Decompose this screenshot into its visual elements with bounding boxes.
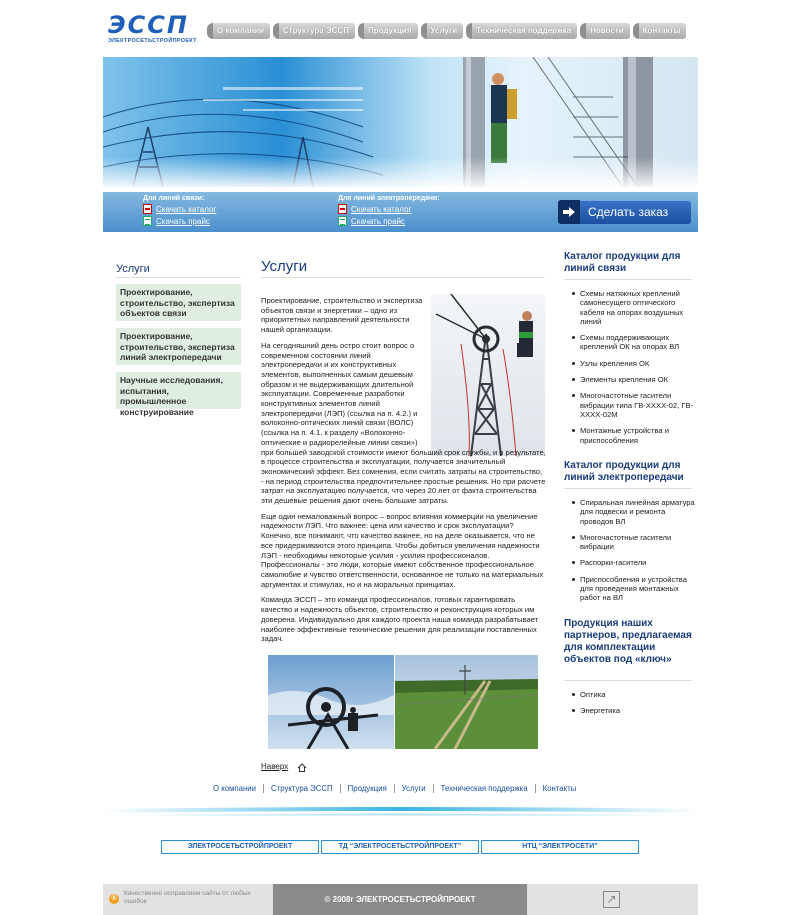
divider (564, 488, 692, 489)
article-paragraph: Проектирование, строительство и экспертиза объектов связи и энергетики – одно из приоритетных направлений деятельности нашей организации. (261, 296, 423, 335)
arrow-right-icon (558, 200, 580, 224)
footer-link-support[interactable]: Техническая поддержка (433, 784, 535, 793)
back-to-top-link[interactable]: Наверх (261, 762, 289, 771)
logo-subtitle: ЭЛЕКТРОСЕТЬСТРОЙПРОЕКТ (108, 38, 197, 44)
footer-navigation (210, 784, 583, 793)
footer-link-contacts[interactable]: Контакты (535, 784, 584, 793)
nav-tab-support[interactable]: Техническая поддержка (466, 23, 577, 39)
footer-link-about[interactable]: О компании (213, 784, 257, 793)
list-item[interactable]: Оптика (580, 690, 695, 699)
article-paragraph: Еще один немаловажный вопрос – вопрос влияния коммерции на увеличение надежности ЛЭП. Что важнее: цена или качество и срок эксплуатации? Конечно, все понимают, что качество важнее, но на деле оказывается, что не все придерживаются этого принципа. Чтобы добиться увеличения надежности ЛЭП - необходимы некоторые усилия - усилия профессионалов. Профессионалы - это люди, которые имеют собственное профессиональное самолюбие и чувство ответственности, основанное не только на материальных аргументах и стимулах, но и на моральных принципах. (261, 511, 544, 589)
footer-link-structure[interactable]: Структура ЭССП (263, 784, 340, 793)
list-item[interactable]: Энергетика (580, 706, 695, 715)
footer-link-products[interactable]: Продукция (340, 784, 394, 793)
nav-tab-contacts[interactable]: Контакты (633, 23, 687, 39)
spreadsheet-icon (338, 216, 347, 226)
logo-mark: ЭССП (108, 11, 189, 39)
home-icon[interactable] (297, 763, 307, 772)
footer-link-services[interactable]: Услуги (394, 784, 433, 793)
sidebar-title: Услуги (116, 263, 150, 275)
download-comm-catalog-link[interactable]: Скачать каталог (156, 204, 217, 214)
photo-strip (268, 655, 538, 749)
list-item[interactable]: Спиральная линейная арматура для подвески и ремонта проводов ВЛ (580, 498, 695, 526)
developer-logo-icon: ® (109, 894, 119, 904)
list-item[interactable]: Распорки-гасители (580, 558, 695, 567)
list-item[interactable]: Схемы поддерживающих креплений ОК на опорах ВЛ (580, 333, 695, 352)
catalog-power-list (580, 498, 695, 610)
article-paragraph: Команда ЭССП – это команда профессионалов, готовых гарантировать качество и надежность объектов, строительство и реконструкция которых им доверена. Индивидуально для каждого проекта наша команда разрабатывает наиболее эффективные технические решения для реализации поставленных задач. (261, 595, 539, 644)
catalog-comm-list (580, 289, 695, 452)
header-banner-image (103, 57, 698, 187)
installation-photo (268, 655, 394, 749)
partner-link-essp[interactable]: ЭЛЕКТРОСЕТЬСТРОЙПРОЕКТ (161, 840, 319, 854)
list-item[interactable]: Многочастотные гасители вибрации (580, 533, 695, 552)
downloads-power (338, 195, 440, 226)
developer-credit[interactable] (103, 884, 273, 915)
downloads-power-heading: Для линий электропередачи: (338, 195, 440, 202)
list-item[interactable]: Монтажные устройства и приспособления (580, 426, 695, 445)
list-item[interactable]: Многочастотные гасители вибрации типа ГВ-XXXX-02, ГВ-XXXX-02М (580, 391, 694, 419)
external-link-icon[interactable]: ↗ (603, 891, 620, 908)
downloads-comm (143, 195, 216, 226)
list-item[interactable]: Элементы крепления ОК (580, 375, 695, 384)
partner-link-ntc[interactable]: НТЦ “ЭЛЕКТРОСЕТИ” (481, 840, 639, 854)
company-logo[interactable] (108, 11, 200, 46)
divider (564, 680, 692, 681)
nav-tab-about[interactable]: О компании (207, 23, 270, 39)
list-item[interactable]: Узлы крепления ОК (580, 359, 695, 368)
decorative-wave (103, 803, 698, 823)
partner-link-td-essp[interactable]: ТД “ЭЛЕКТРОСЕТЬСТРОЙПРОЕКТ” (321, 840, 479, 854)
partners-title[interactable]: Продукция наших партнеров, предлагаемая для комплектации объектов под «ключ» (564, 618, 692, 665)
pdf-icon (143, 204, 152, 214)
landscape-photo (395, 655, 538, 749)
sidebar-item-power-services[interactable]: Проектирование, строительство, экспертиза линий электропередачи (116, 328, 241, 365)
main-article (261, 296, 546, 650)
nav-tab-products[interactable]: Продукция (358, 23, 418, 39)
nav-tab-structure[interactable]: Структура ЭССП (273, 23, 355, 39)
download-comm-price-link[interactable]: Скачать прайс (156, 216, 210, 226)
article-paragraph: На сегодняшний день остро стоит вопрос о современном состоянии линий электропередачи и их конструктивных элементов, выполненных самым дешевым образом и не выдерживающих длительной эксплуатации. Современные разработки конструктивных элементов линий электропередачи (ЛЭП) (ссылка на п. 4.2.) и волоконно-оптических линий связи (ВОЛС) (ссылка на п. 4.1. к разделу «Волоконно-оптические и радиорелейные линии связи») при большей заводской стоимости имеют больший срок службы, и в результате, в процессе строительства и эксплуатации, получается значительный экономический эффект. Без сомнения, если считать затраты на строительство, - на период строительства предпочтительнее простые решения. Но при расчете затрат на эксплуатацию получается, что через 20 лет от факта строительства эти дешевые решения дают очень большие затраты. (261, 340, 546, 506)
page-title: Услуги (261, 258, 308, 275)
list-item[interactable]: Приспособления и устройства для проведения монтажных работ на ВЛ (580, 575, 695, 603)
developer-credit-text: Качественно исправляем сайты от любых ошибок (124, 890, 251, 905)
divider (261, 277, 545, 278)
nav-tab-services[interactable]: Услуги (421, 23, 464, 39)
catalog-comm-title[interactable]: Каталог продукции для линий связи (564, 251, 681, 274)
spreadsheet-icon (143, 216, 152, 226)
place-order-label: Сделать заказ (588, 205, 669, 219)
catalog-power-title[interactable]: Каталог продукции для линий электропередачи (564, 460, 684, 483)
sidebar-item-research[interactable]: Научные исследования, испытания, промышленное конструирование (116, 372, 241, 409)
divider (564, 279, 692, 280)
downloads-comm-heading: Для линий связи: (143, 195, 205, 202)
footer-right-panel (527, 884, 698, 915)
download-bar (103, 192, 698, 232)
nav-tab-news[interactable]: Новости (580, 23, 630, 39)
partners-list (580, 690, 695, 723)
list-item[interactable]: Схемы натяжных креплений самонесущего оптического кабеля на опорах воздушных линий (580, 289, 695, 326)
pdf-icon (338, 204, 347, 214)
divider (116, 277, 241, 278)
copyright: © 2008г ЭЛЕКТРОСЕТЬСТРОЙПРОЕКТ (273, 884, 527, 915)
download-power-catalog-link[interactable]: Скачать каталог (351, 204, 412, 214)
top-navigation (207, 23, 686, 39)
download-power-price-link[interactable]: Скачать прайс (351, 216, 405, 226)
place-order-button[interactable] (558, 200, 691, 224)
sidebar-item-comm-services[interactable]: Проектирование, строительство, экспертиза объектов связи (116, 284, 241, 321)
